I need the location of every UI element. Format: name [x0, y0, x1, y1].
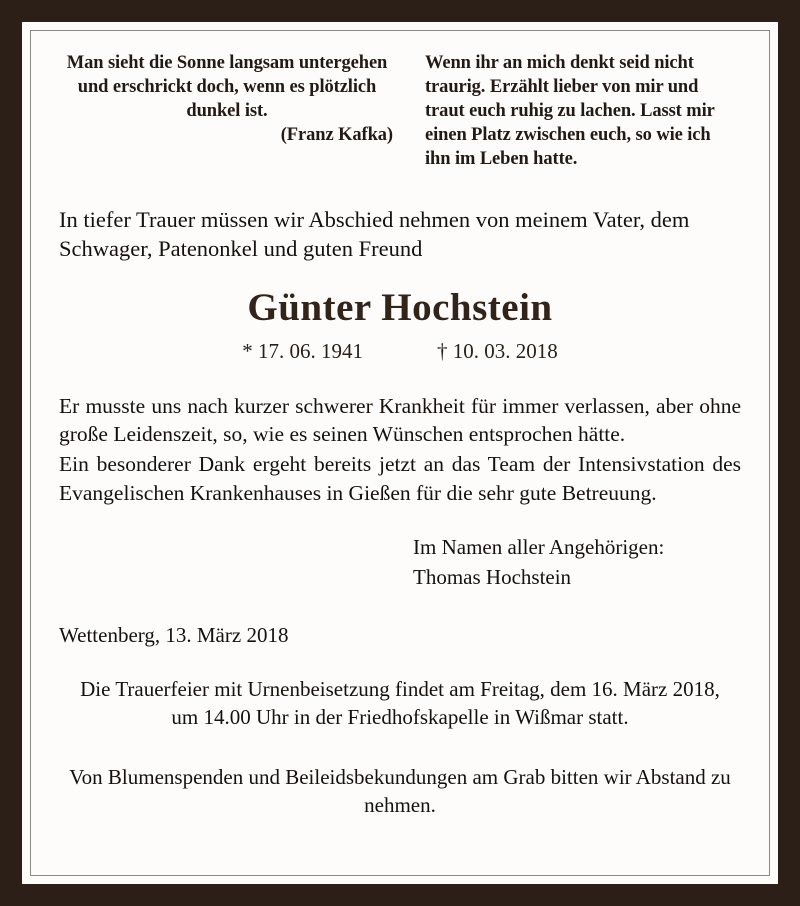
ceremony-note: Die Trauerfeier mit Urnenbeisetzung findet am Freitag, dem 16. März 2018, um 14.00 Uhr in der Friedhofskapelle in Wißmar statt. [80, 676, 720, 729]
paragraph-illness: Er musste uns nach kurzer schwerer Krankheit für immer verlassen, aber ohne große Leidenszeit, so, wie es seinen Wünschen entsprochen hätte. [59, 393, 741, 447]
signature-name: Thomas Hochstein [413, 564, 572, 589]
intro-text: In tiefer Trauer müssen wir Abschied nehmen von meinem Vater, dem Schwager, Patenonkel und guten Freund [59, 207, 690, 262]
paragraph-thanks: Ein besonderer Dank ergeht bereits jetzt an das Team der Intensivstation des Evangelischen Krankenhauses in Gießen für die sehr gute Betreuung. [59, 452, 741, 505]
birth-date: * 17. 06. 1941 [242, 338, 363, 363]
obituary-mat [22, 22, 778, 884]
quotes-row [57, 47, 743, 171]
quote-personal: Wenn ihr an mich denkt seid nicht traurig. Erzählt lieber von mir und traut euch ruhig zu lachen. Lasst mir einen Platz zwischen euch, so wie ich ihn im Leben hatte. [425, 53, 715, 170]
quote-kafka-line-1: Man sieht die Sonne langsam [66, 53, 295, 73]
name-block [57, 285, 743, 364]
life-dates [57, 339, 743, 364]
quote-kafka-line-3: wenn es plötzlich dunkel ist. [186, 77, 377, 122]
quote-kafka [57, 51, 397, 147]
obituary-content [31, 31, 769, 875]
death-date: † 10. 03. 2018 [437, 338, 558, 363]
signature-line: Im Namen aller Angehörigen: [413, 535, 665, 560]
deceased-name: Günter Hochstein [247, 285, 553, 329]
quote-kafka-attribution: (Franz Kafka) [280, 125, 393, 146]
obituary-inner-rule [30, 30, 770, 876]
place-and-date: Wettenberg, 13. März 2018 [59, 622, 289, 647]
flowers-note: Von Blumenspenden und Beileidsbekundungen am Grab bitten wir Abstand zu nehmen. [69, 764, 731, 817]
signature-block [57, 533, 743, 593]
quote-kafka-line-2: untergehen und erschrickt doch, [77, 53, 388, 98]
